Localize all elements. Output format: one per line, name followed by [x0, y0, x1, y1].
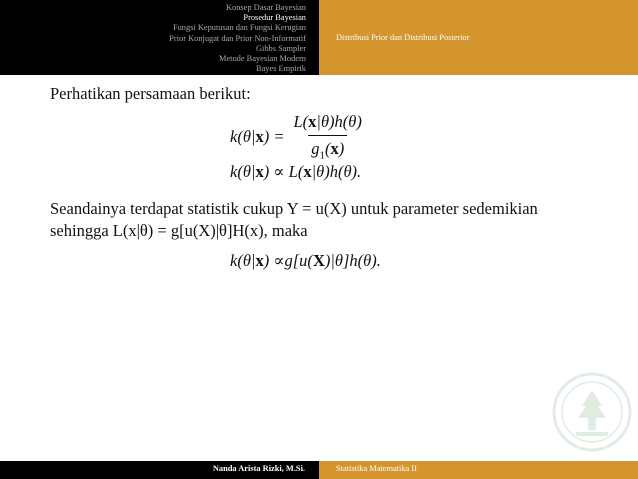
paragraph-line-1: Seandainya terdapat statistik cukup Y = u(X) untuk parameter sedemikian — [50, 199, 538, 218]
footer-course-panel — [319, 461, 638, 479]
fraction-denominator: $g_1(x)$ — [308, 135, 347, 161]
slide-header — [0, 0, 638, 75]
nav-item-gibbs-sampler[interactable]: Gibbs Sampler — [255, 43, 306, 53]
nav-item-bayes-empirik[interactable]: Bayes Empirik — [255, 64, 306, 74]
paragraph-line-2: sehingga L(x|θ) = g[u(X)|θ]H(x), maka — [50, 221, 308, 240]
nav-item-prior-konjugat[interactable]: Prior Konjugat dan Prior Non-Informatif — [169, 33, 306, 43]
intro-text: Perhatikan persamaan berikut: — [50, 84, 251, 103]
equation-lhs: k(θ|x) = — [230, 126, 285, 146]
section-navigation-list — [169, 3, 306, 74]
section-navigation-panel — [0, 0, 319, 75]
slide-footer — [0, 461, 638, 479]
nav-item-fungsi-keputusan[interactable]: Fungsi Keputusan dan Fungsi Kerugian — [172, 23, 306, 33]
university-seal-watermark — [552, 372, 632, 452]
subsection-panel — [319, 0, 638, 75]
nav-item-konsep-dasar[interactable]: Konsep Dasar Bayesian — [225, 3, 306, 12]
sufficient-statistic-equation: k(θ|x) ∝g[u(X)|θ]h(θ). — [230, 251, 381, 270]
fraction-numerator: L(x|θ)h(θ) — [293, 112, 362, 131]
author-name: Nanda Arista Rizki, M.Si. — [212, 464, 305, 473]
footer-author-panel — [0, 461, 319, 479]
subsection-title[interactable]: Distribusi Prior dan Distribusi Posterior — [336, 33, 470, 42]
nav-item-metode-modern[interactable]: Metode Bayesian Modern — [219, 54, 306, 64]
sufficient-statistic-paragraph — [50, 198, 596, 242]
equation-fraction — [290, 112, 364, 161]
nav-item-prosedur-bayesian[interactable]: Prosedur Bayesian — [243, 13, 306, 23]
proportional-equation: k(θ|x) ∝ L(x|θ)h(θ). — [230, 162, 362, 181]
posterior-equation — [230, 112, 365, 161]
course-title: Statistika Matematika II — [336, 464, 417, 473]
